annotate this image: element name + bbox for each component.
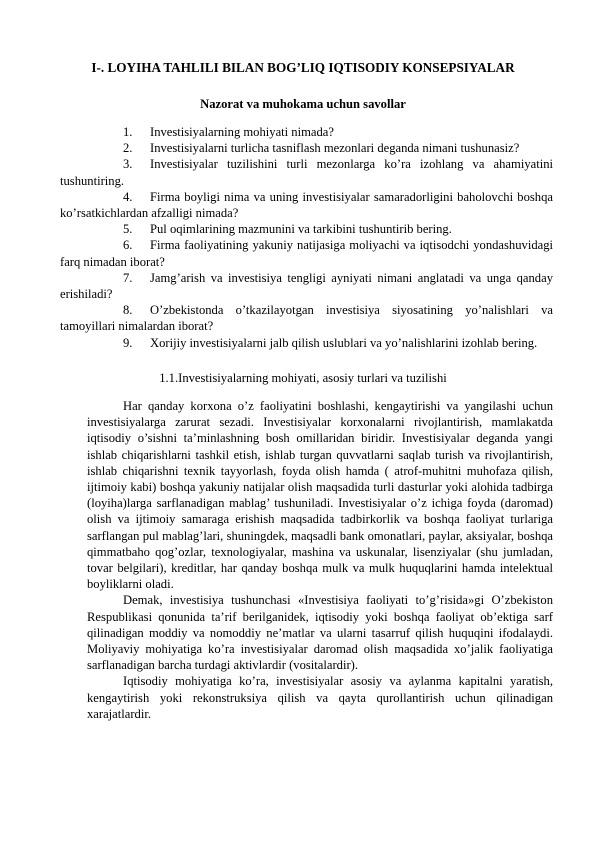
item-text: Investisiyalarning mohiyati nimada?	[150, 125, 334, 139]
paragraph: Demak, investisiya tushunchasi «Investisiya faoliyati to’g’risida»gi O’zbekiston Respublikasi qonunida ta’rif berilganidek, iqtisodiy yoki boshqa faoliyat ob’ektiga sarf qilinadigan moddiy va nomoddiy ne’matlar va ularni tasarruf qilish huquqini ifodalaydi. Moliyaviy mohiyatiga ko’ra investisiyalar daromad olish maqsadida xo’jalik faoliyatiga sarflanadigan barcha turdagi aktivlardir (vositalardir).	[87, 593, 553, 673]
item-number: 6.	[123, 238, 133, 253]
item-text: Xorijiy investisiyalarni jalb qilish uslublari va yo’nalishlarini izohlab bering.	[150, 335, 538, 350]
item-text: Investisiyalarni turlicha tasniflash mezonlari deganda nimani tushunasiz?	[150, 141, 520, 156]
item-number: 5.	[123, 222, 133, 237]
list-item	[60, 140, 553, 156]
item-number: 7.	[123, 270, 133, 285]
list-item	[60, 237, 553, 269]
item-number: 9.	[123, 335, 133, 350]
paragraph: Iqtisodiy mohiyatiga ko’ra, investisiyalar asosiy va aylanma kapitalni yaratish, kengaytirish yoki rekonstruksiya qilish va qayta qurollantirish uchun qilinadigan xarajatlardir.	[87, 674, 553, 721]
list-item	[60, 156, 553, 188]
item-number: 2.	[123, 141, 133, 156]
list-item	[60, 335, 553, 351]
list-item	[60, 189, 553, 221]
item-text: O’zbekistonda o’tkazilayotgan investisiya siyosatining yo’nalishlari va tamoyillari nimalardan iborat?	[60, 303, 553, 334]
item-text: Investisiyalar tuzilishini turli mezonlarga ko’ra izohlang va ahamiyatini tushuntiring.	[60, 157, 553, 188]
list-item	[60, 302, 553, 334]
item-number: 4.	[123, 189, 133, 204]
item-text: Jamg’arish va investisiya tengligi ayniyati nimani anglatadi va unga qanday erishiladi?	[60, 270, 553, 302]
list-item	[60, 221, 553, 237]
body-text	[87, 398, 553, 722]
item-number: 8.	[123, 303, 133, 318]
item-text: Firma faoliyatining yakuniy natijasiga moliyachi va iqtisodchi yondashuvidagi farq nimadan iborat?	[60, 238, 553, 269]
questions-subtitle: Nazorat va muhokama uchun savollar	[200, 97, 406, 111]
section-heading: 1.1.Investisiyalarning mohiyati, asosiy turlari va tuzilishi	[159, 371, 447, 385]
item-text: Pul oqimlarining mazmunini va tarkibini tushuntirib bering.	[150, 222, 452, 237]
item-number: 1.	[123, 125, 133, 139]
list-item	[60, 270, 553, 302]
list-item	[60, 124, 553, 140]
question-list	[60, 124, 553, 351]
item-number: 3.	[123, 157, 133, 172]
document-title: I-. LOYIHA TAHLILI BILAN BOG’LIQ IQTISODIY KONSEPSIYALAR	[91, 60, 515, 75]
item-text: Firma boyligi nima va uning investisiyalar samaradorligini baholovchi boshqa ko’rsatkichlardan afzalligi nimada?	[60, 189, 553, 221]
paragraph: Har qanday korxona o’z faoliyatini boshlashi, kengaytirishi va yangilashi uchun investisiyalarga zarurat sezadi. Investisiyalar korxonalarni rivojlantirish, mamlakatda iqtisodiy o’sishni ta’minlashning bosh omillaridan biridir. Investisiyalar deganda yangi ishlab chiqarishlarni tashkil etish, ishlab turgan quvvatlarni saqlab turish va rivojlantirish, ishlab chiqarishni texnik tayyorlash, foyda olish hamda ( atrof-muhitni muhofaza qilish, ijtimoiy kabi) boshqa yakuniy natijalar olish maqsadida turli dasturlar yoki alohida tadbirga (loyiha)larga sarflanadigan mablag’ tushuniladi. Investisiyalar o’z ichiga foyda (daromad) olish va ijtimoiy samaraga erishish maqsadida tadbirkorlik va boshqa faoliyat turlariga sarflangan pul mablag’lari, shuningdek, maqsadli bank omonatlari, paylar, aksiyalar, boshqa qimmatbaho qog’ozlar, texnologiyalar, mashina va uskunalar, lisenziyalar (shu jumladan, tovar belgilari), kreditlar, har qanday boshqa mulk va mulk huquqlarini hamda intelektual boyliklarni oladi.	[87, 399, 553, 592]
